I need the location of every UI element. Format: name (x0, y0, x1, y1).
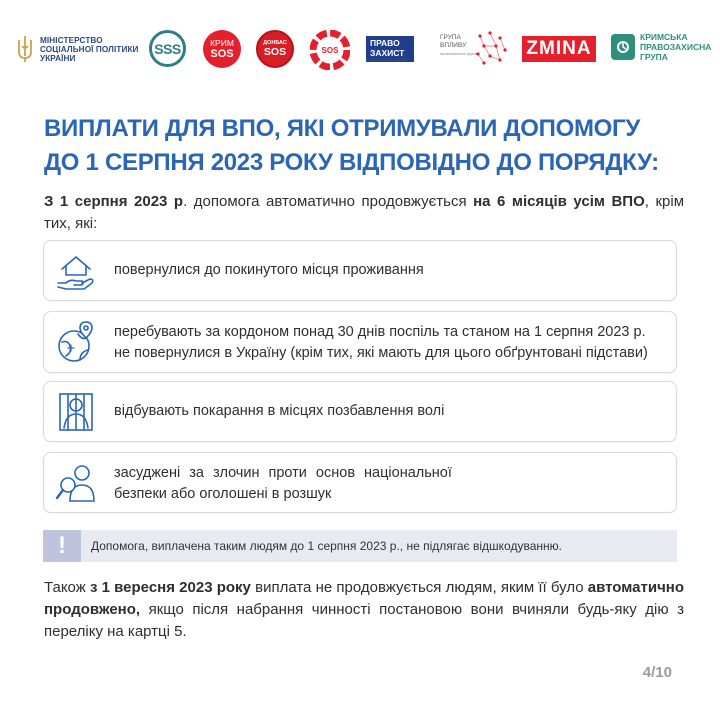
notice-mark: ! (58, 532, 66, 559)
krim-sos-logo (203, 30, 241, 68)
intro-bold: на 6 місяців усім ВПО (473, 193, 645, 210)
lifebuoy-sos-logo (310, 30, 350, 70)
card-1-text: повернулися до покинутого місця проживання (114, 262, 424, 278)
group-line-2: ВПЛИВУ (440, 42, 467, 49)
ministry-logo (14, 34, 139, 64)
exclamation-icon (43, 530, 81, 562)
donbas-text: ДОНБАС (263, 40, 287, 46)
sss-logo (149, 30, 186, 67)
intro-end: , крім тих, які: (44, 193, 685, 232)
card-2-text (114, 322, 662, 364)
group-line-1: ГРУПА (440, 34, 461, 41)
exception-card-imprisoned (43, 381, 677, 442)
partner-logos (0, 0, 720, 100)
pravo-line-2: ЗАХИСТ (370, 48, 405, 58)
intro-middle: . допомога автоматично продовжується (183, 193, 474, 210)
pravo-line-1: ПРАВО (370, 38, 400, 48)
ministry-line-3: УКРАЇНИ (40, 53, 76, 63)
notice-banner (43, 530, 677, 562)
title-line-1: ВИПЛАТИ ДЛЯ ВПО, ЯКІ ОТРИМУВАЛИ ДОПОМОГУ (44, 115, 640, 142)
card-2-line-1: перебувають за кордоном понад 30 днів поспіль та станом на 1 серпня 2023 р. (114, 324, 646, 340)
ring-sos-text: SOS (321, 46, 339, 55)
card-4-text (114, 463, 662, 505)
exception-card-convicted (43, 452, 677, 513)
sss-text: SSS (154, 40, 181, 57)
zmina-logo (522, 36, 596, 62)
network-dots-icon (470, 28, 510, 68)
group-vplyvu-logo (440, 28, 510, 68)
page-title (44, 112, 694, 180)
exception-card-return (43, 240, 677, 301)
ministry-line-1: МІНІСТЕРСТВО (40, 35, 103, 45)
krim-sos-text: SOS (210, 48, 234, 60)
ministry-line-2: СОЦІАЛЬНОЇ ПОЛІТИКИ (40, 44, 139, 54)
wanted-person-icon (54, 461, 98, 505)
card-2-line-2: не повернулися в Україну (крім тих, які мають для цього обґрунтовані підстави) (114, 345, 648, 361)
page-number: 4/10 (642, 664, 672, 681)
prisoner-icon (54, 390, 98, 434)
kpg-line-2: ПРАВОЗАХИСНА (640, 42, 712, 52)
lifebuoy-icon (310, 30, 350, 70)
notice-text: Допомога, виплачена таким людям до 1 серпня 2023 р., не підлягає відшкодуванню. (91, 539, 562, 553)
donbas-sos-logo (256, 30, 294, 68)
title-line-2: ДО 1 СЕРПНЯ 2023 РОКУ ВІДПОВІДНО ДО ПОРЯДКУ: (44, 149, 659, 176)
card-4-line-2: безпеки або оголошені в розшук (114, 486, 332, 502)
kpg-logo (611, 32, 711, 62)
zmina-text: ZMINA (526, 38, 592, 59)
card-4-line-1: засуджені за злочин проти основ національної (114, 465, 452, 481)
kpg-line-3: ГРУПА (640, 52, 668, 62)
bottom-b1: з 1 вересня 2023 року (89, 579, 251, 596)
exception-card-abroad (43, 311, 677, 373)
trident-icon (14, 34, 36, 64)
card-3-text: відбувають покарання в місцях позбавлення волі (114, 403, 445, 419)
kpg-line-1: КРИМСЬКА (640, 32, 688, 42)
pravo-zakhyst-logo (366, 30, 426, 68)
globe-location-icon (54, 320, 98, 364)
bottom-p3: якщо після набрання чинності постановою вони вчиняли будь-яку дію з переліку на картці 5. (44, 601, 684, 640)
pravo-subtitle: у партнерстві з UNHCR (366, 58, 408, 62)
kpg-mark-icon (611, 34, 635, 60)
krim-text: КРИМ (210, 38, 234, 48)
donbas-sos-text: SOS (263, 46, 287, 58)
group-line-3: правозахисна група (440, 51, 477, 56)
bottom-p1: Також (44, 579, 90, 596)
bottom-b2: автоматично продовжено, (44, 579, 685, 618)
bottom-p2: виплата не продовжується людям, яким її було (250, 579, 588, 596)
bottom-paragraph (44, 577, 684, 643)
home-hand-icon (54, 249, 98, 293)
intro-paragraph (44, 191, 684, 235)
intro-date: З 1 серпня 2023 р (44, 193, 184, 210)
